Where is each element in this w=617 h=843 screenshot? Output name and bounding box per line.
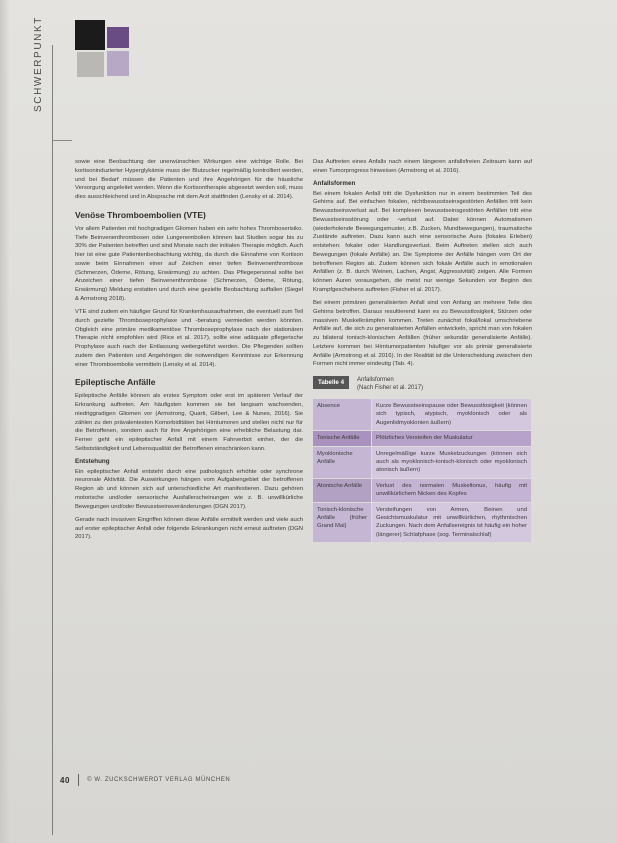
subheading-anfallsformen: Anfallsformen	[313, 180, 356, 187]
logo-square-lilac	[107, 51, 129, 76]
subheading-entstehung: Entstehung	[75, 458, 110, 465]
row-value: Unregelmäßige kurze Muskelzuckungen (können sich auch als myoklonisch-tonisch-klonisch oder myoklonisch atonisch äußern)	[372, 447, 531, 478]
right-column	[313, 158, 532, 543]
paragraph: Epileptische Anfälle können als erstes Symptom oder erst im späteren Verlauf der Erkrankung auftreten. Am häufigsten kommen sie bei langsam wachsenden, niedriggradigen Gliomen vor (Armstrong, Quarti, Gilbert, Lee & Nunes, 2016). Sie zählen zu den prävalentesten Komorbiditäten bei Hirntumoren und stellen nicht nur für die Betroffenen, sondern auch für ihre Angehörigen eine erhebliche Belastung dar. Ferner geht ein epileptischer Anfall mit einem Fahrverbot einher, der die Selbstständigkeit und Lebensqualität der Betroffenen einschränken kann.	[75, 393, 303, 452]
paragraph: VTE sind zudem ein häufiger Grund für Krankenhausaufnahmen, die eventuell zum Teil durch gezielte Thromboseprophylaxe und -beratung vermieden werden könnten. Obgleich eine primäre medikamentöse Thromboseprophylaxe nach der stationären Therapie nicht empfohlen wird (Rice et al. 2017), sollte eine adäquate pflegerische Prophylaxe auch nach der Entlassung weitergeführt werden. Die Pflegenden sollten zudem den Patienten und Angehörigen die notwendigen Kenntnisse zur Erkennung einer Thromboembolie vermitteln (Lensky et al. 2014).	[75, 309, 303, 368]
seizure-types-table	[312, 398, 532, 543]
margin-rule	[52, 45, 53, 835]
table-row	[313, 447, 531, 478]
row-value: Kurze Bewusstseinspause oder Bewusstlosigkeit (können sich typisch, atypisch, myoklonisch oder als Augenlidmyoklonien äußern)	[372, 399, 531, 430]
paragraph: Ein epileptischer Anfall entsteht durch eine pathologisch erhöhte oder synchrone neuronale Aktivität. Die Auswirkungen hängen vom Aufgabengebiet der betroffenen Region ab und können sich auf unterschiedliche Art manifestieren. Dazu gehören motorische und/oder sensorische Ausfallerscheinungen wie z. B. unwillkürliche Bewegungen und/oder Bewusstseinsveränderungen (DGN 2017).	[75, 468, 303, 510]
table-title-line: Anfallsformen	[357, 377, 394, 383]
paragraph: Bei einem primären generalisierten Anfall sind von Anfang an mehrere Teile des Gehirns betroffen. Daraus resultierend kann es zu Bewusstlosigkeit, Stürzen oder massiven Muskelkrämpfen kommen. Treten zunächst fokal/lokal umschriebene Anfälle auf, die sich zu generalisierten Anfällen entwickeln, spricht man von fokalen zu bilateral tonisch-klonischen Anfällen (früher sekundär generalisierte Anfälle). Letztere kommen bei Hirntumorpatienten häufiger vor als primär generalisierte Anfälle (Armstrong et al. 2016). In der Realität ist die Unterscheidung zwischen den Formen nicht immer eindeutig (Tab. 4).	[313, 300, 532, 368]
footer-divider	[78, 774, 79, 786]
row-label: Atonische Anfälle	[313, 479, 371, 502]
page-footer	[60, 774, 230, 786]
row-label: Tonisch-klonische Anfälle (früher Grand Mal)	[313, 503, 371, 543]
table-label: Tabelle 4	[313, 376, 349, 389]
table-row	[313, 431, 531, 445]
table-title-source: (Nach Fisher et al. 2017)	[357, 385, 424, 391]
heading-vte: Venöse Thromboembolien (VTE)	[75, 209, 206, 220]
row-value: Verlust des normalen Muskeltonus, häufig mit unwillkürlichem Nicken des Kopfes	[372, 479, 531, 502]
row-value: Versteifungen von Armen, Beinen und Gesichtsmuskulatur mit unwillkürlichen, rhythmischen Zuckungen. Nach dem Anfallsereignis ist häufig ein hoher (längerer) Schlafphase (sog. Terminalschlaf)	[372, 503, 531, 543]
publisher-credit: © W. ZUCKSCHWERDT VERLAG MÜNCHEN	[87, 777, 231, 783]
paragraph: Gerade nach invasiven Eingriffen können diese Anfälle ermittelt werden und viele auch auf erster epileptischer Anfall oder folgende Erkrankungen nicht erneut auftreten (DGN 2017).	[75, 516, 303, 541]
table-row	[313, 479, 531, 502]
row-label: Tonische Anfälle	[313, 431, 371, 445]
paragraph: Vor allem Patienten mit hochgradigen Gliomen haben ein sehr hohes Thromboserisiko. Tiefe Beinvenenthrombosen oder Lungenembolien können laut Studien sogar bis zu 30% der Patienten betreffen und sind Monate nach der initialen Therapie möglich. Auch hier ist eine gute Patientenbeobachtung wichtig, da durch die Einnahme von Kortison sowie beim Einnahmen einer auf Zeichen einer tiefen Beinvenenthrombose (Schmerzen, Ödeme, Rötung, Erwärmung) zu achten. Das Pflegepersonal sollte bei Anzeichen einer tiefen Beinvenenthrombose (Schmerzen, Ödeme, Rötung, Erwärmung) Meldung erstatten und durch eine gezielte Beobachtung auffallen (Siegel & Armstrong 2018).	[75, 225, 303, 302]
logo-square-grey	[77, 52, 104, 77]
table-title	[357, 376, 423, 392]
logo-square-purple	[107, 27, 129, 48]
section-label: SCHWERPUNKT	[33, 16, 44, 112]
heading-epilepsy: Epileptische Anfälle	[75, 377, 156, 388]
row-label: Myoklonische Anfälle	[313, 447, 371, 478]
page-shadow	[0, 0, 10, 843]
row-label: Absence	[313, 399, 371, 430]
table-row	[313, 399, 531, 430]
row-value: Plötzliches Versteifen der Muskulatur	[372, 431, 531, 445]
left-column	[75, 158, 303, 547]
paragraph: Das Auftreten eines Anfalls nach einem längeren anfallsfreien Zeitraum kann auf einen Tumorprogress hinweisen (Armstrong et al. 2016).	[313, 159, 532, 174]
table-row	[313, 503, 531, 543]
paragraph: sowie eine Beobachtung der unerwünschten Wirkungen eine wichtige Rolle. Bei kortisoninduzierter Hyperglykämie muss der Blutzucker regelmäßig kontrolliert werden, und bei Bedarf müssen die Patienten und ihre Angehörigen für die häusliche Versorgung angeleitet werden. Wenn die Kortisontherapie abgesetzt werden soll, muss dies ausschleichend und in Absprache mit dem Arzt stattfinden (Lensky et al. 2014).	[75, 159, 303, 200]
logo-square-black	[75, 20, 105, 50]
section-tick	[52, 140, 72, 141]
page-number: 40	[60, 775, 71, 785]
paragraph: Bei einem fokalen Anfall tritt die Dysfunktion nur in einem bestimmten Teil des Gehirns auf. Bei einfachen fokalen, nichtbewusstseinsgestörten Anfällen tritt kein Bewusstseinsverlust auf. Bei komplexen bewusstseinsgestörten Anfällen tritt eine Bewusstseinsstörung oder -verlust auf. Dabei können Automatismen (wiederholende Bewegungsmuster, z.B. Zucken, Mundbewegungen), traumatische Zustände auftreten. Dazu kann auch eine sensorische Aura (fokales Erleben) entstehen: fokaler oder Handlungsverlust. Beim Auftreten stellen sich auch Bewegungen (fokale Anfälle) an. Die Symptome der Anfälle hängen vom Ort der betroffenen Region ab. Zudem können sich fokale Anfälle auch in emotionalen Anfällen (z. B. durch Weinen, Lachen, Angst, Aggressivität) zeigen. Alle Formen können Auren vorausgehen, die meist nur wenige Sekunden vor Beginn des Krampfgeschehens auftreten (Fisher et al. 2017).	[313, 190, 532, 293]
table-caption	[313, 376, 532, 392]
